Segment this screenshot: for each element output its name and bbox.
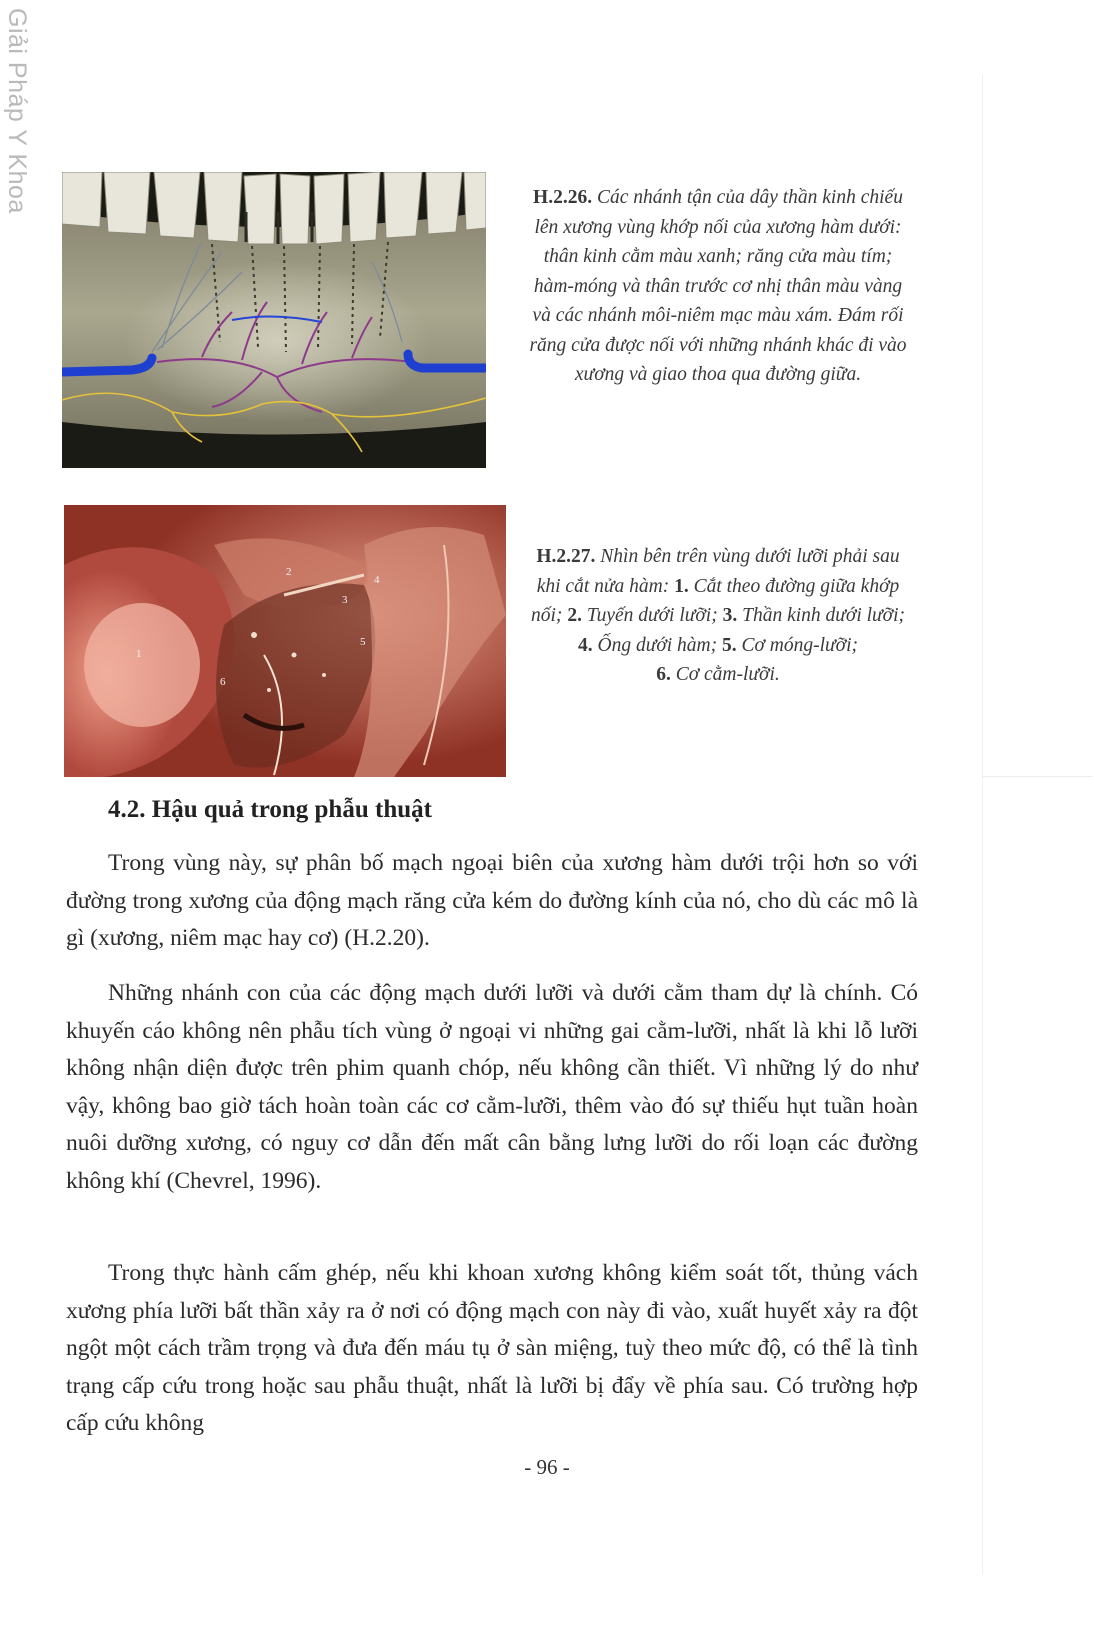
image-label-3: 3 [342, 594, 348, 606]
figure2-item-text-4: Ống dưới hàm; [597, 634, 718, 656]
figure-mandible-nerves-image [62, 172, 486, 468]
page-edge-tick [982, 776, 1092, 777]
image-label-4: 4 [374, 574, 380, 586]
page-number: - 96 - [524, 1455, 570, 1479]
figure2-item-text-1: Cắt theo đường giữa khớp nối; [531, 575, 900, 626]
figure1-label: H.2.26. [533, 187, 593, 208]
figure1-caption [528, 183, 908, 390]
image-label-6: 6 [220, 676, 226, 688]
image-label-2: 2 [286, 566, 292, 578]
figure2-item-num-1: 1. [674, 575, 689, 597]
figure2-item-text-6: Cơ cằm-lưỡi. [675, 664, 780, 685]
figure1-caption-text: Các nhánh tận của dây thần kinh chiếu lên xương vùng khớp nối của xương hàm dưới: thân kinh cằm màu xanh; răng cửa màu tím; hàm-móng và thân trước cơ nhị thân màu vàng và các nhánh môi-niêm mạc màu xám. Đám rối răng cửa được nối với những nhánh khác đi vào xương và giao thoa qua đường giữa. [529, 187, 907, 385]
body-paragraph-2: Những nhánh con của các động mạch dưới lưỡi và dưới cằm tham dự là chính. Có khuyến cáo không nên phẫu tích vùng ở ngoại vi những gai cằm-lưỡi, nhất là khi lỗ lưỡi không nhận diện được trên phim quanh chóp, nếu không cần thiết. Vì những lý do như vậy, không bao giờ tách hoàn toàn các cơ cằm-lưỡi, thêm vào đó sự thiếu hụt tuần hoàn nuôi dưỡng xương, có nguy cơ dẫn đến mất cân bằng lưng lưỡi do rối loạn các đường không khí (Chevrel, 1996). [66, 980, 918, 1194]
section-heading: 4.2. Hậu quả trong phẫu thuật [108, 796, 432, 823]
figure2-item-num-6: 6. [656, 664, 671, 685]
watermark-text: Giải Pháp Y Khoa [3, 8, 31, 214]
image-label-1: 1 [136, 648, 142, 660]
figure2-caption-intro: Nhìn bên trên vùng dưới lưỡi phải sau khi cắt nửa hàm: [536, 546, 900, 597]
figure-sublingual-dissection-image [64, 505, 506, 777]
figure2-item-text-2: Tuyến dưới lưỡi; [586, 605, 718, 626]
body-paragraph-1: Trong vùng này, sự phân bố mạch ngoại biên của xương hàm dưới trội hơn so với đường trong xương của động mạch răng cửa kém do đường kính của nó, cho dù các mô là gì (xương, niêm mạc hay cơ) (H.2.20). [66, 850, 918, 952]
image-label-5: 5 [360, 636, 366, 648]
figure2-item-num-3: 3. [722, 605, 738, 626]
figure2-caption [528, 542, 908, 690]
page-edge-line [982, 75, 983, 1575]
figure2-item-num-2: 2. [567, 605, 582, 626]
figure2-label: H.2.27. [536, 546, 596, 567]
figure2-item-num-4: 4. [578, 634, 593, 656]
body-paragraph-3: Trong thực hành cấm ghép, nếu khi khoan xương không kiểm soát tốt, thủng vách xương phía lưỡi bất thần xảy ra ở nơi có động mạch con này đi vào, xuất huyết xảy ra đột ngột một cách trầm trọng và đưa đến máu tụ ở sàn miệng, tuỳ theo mức độ, có thể là tình trạng cấp cứu trong hoặc sau phẫu thuật, nhất là lưỡi bị đẩy về phía sau. Có trường hợp cấp cứu không [66, 1260, 918, 1437]
figure2-item-text-5: Cơ móng-lưỡi; [741, 634, 858, 656]
figure2-item-num-5: 5. [722, 634, 737, 656]
figure2-item-text-3: Thần kinh dưới lưỡi; [742, 605, 905, 626]
